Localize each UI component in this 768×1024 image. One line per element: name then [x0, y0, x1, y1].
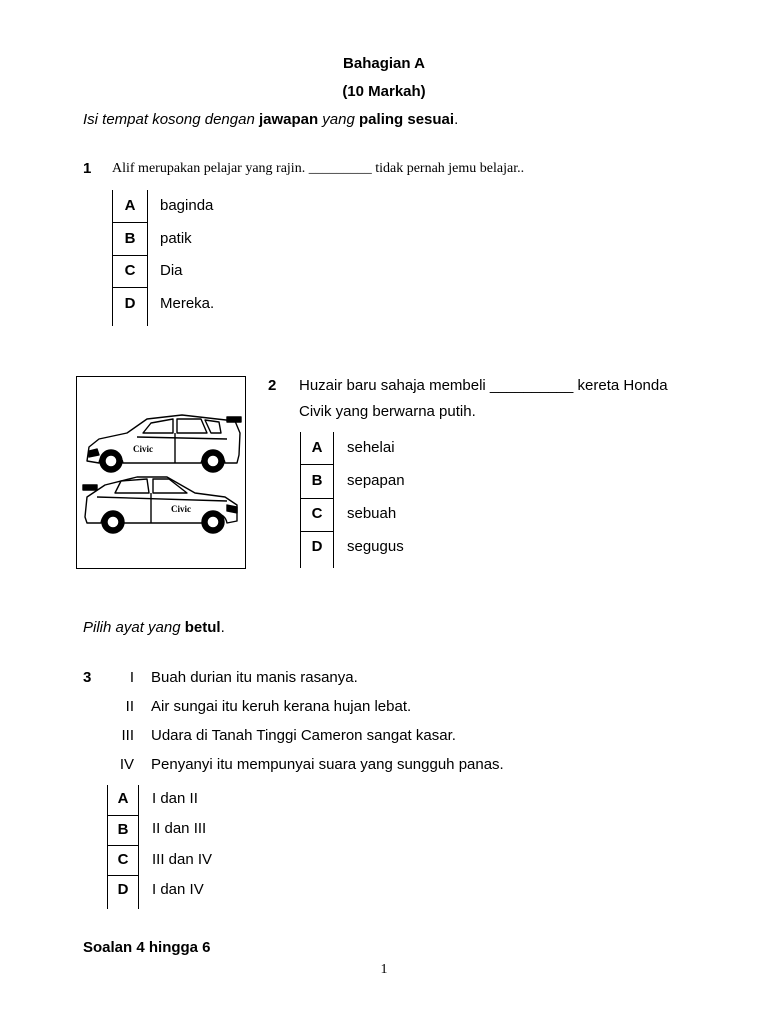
q3-option-c[interactable]: III dan IV: [152, 851, 213, 868]
q3-roman: I: [129, 669, 134, 686]
section-title: Bahagian A: [343, 55, 425, 72]
q1-option-letter: D: [124, 295, 136, 312]
instruction2-text-2: betul: [184, 619, 221, 636]
q3-number: 3: [83, 669, 92, 686]
q3-roman: IV: [119, 756, 134, 773]
q2-option-box: [300, 432, 334, 568]
q1-option-d[interactable]: Mereka.: [160, 295, 215, 312]
q3-option-letter: C: [117, 851, 129, 868]
q3-statement: Buah durian itu manis rasanya.: [151, 669, 358, 686]
instruction-text-2: jawapan: [258, 111, 319, 128]
car-top: [87, 415, 241, 472]
instruction-fill-blank: [83, 111, 458, 128]
q3-roman: II: [125, 698, 134, 715]
car-bottom: [83, 477, 237, 533]
q2-option-letter: B: [311, 472, 323, 489]
instruction-text-5: .: [454, 111, 459, 128]
q2-option-letter: A: [311, 439, 323, 456]
q1-option-box: [112, 190, 148, 326]
car-label-bottom: Civic: [171, 504, 191, 514]
q3-roman: III: [121, 727, 134, 744]
q2-text-line2: Civik yang berwarna putih.: [299, 403, 476, 420]
q3-option-letter: A: [117, 790, 129, 807]
instruction-text-1: Isi tempat kosong dengan: [83, 111, 259, 128]
q1-number: 1: [83, 160, 92, 177]
q2-number: 2: [268, 377, 277, 394]
q1-option-c[interactable]: Dia: [160, 262, 183, 279]
next-section-heading: Soalan 4 hingga 6: [83, 939, 211, 956]
q3-option-a[interactable]: I dan II: [152, 790, 198, 807]
q3-statement: Penyanyi itu mempunyai suara yang sungguh panas.: [151, 756, 504, 773]
q1-option-a[interactable]: baginda: [160, 197, 214, 214]
car-image-frame: [76, 376, 246, 569]
page-number: 1: [380, 962, 388, 977]
q2-option-d[interactable]: segugus: [347, 538, 404, 555]
q3-statement: Udara di Tanah Tinggi Cameron sangat kasar.: [151, 727, 456, 744]
q2-option-b[interactable]: sepapan: [347, 472, 405, 489]
q3-statement: Air sungai itu keruh kerana hujan lebat.: [151, 698, 412, 715]
q3-option-letter: D: [117, 881, 129, 898]
instruction2-text-1: Pilih ayat yang: [83, 619, 185, 636]
q2-option-letter: D: [311, 538, 323, 555]
instruction-choose-correct: [83, 619, 225, 636]
q3-option-letter: B: [117, 821, 129, 838]
q3-option-box: [107, 785, 139, 909]
q2-option-c[interactable]: sebuah: [347, 505, 397, 522]
q1-option-letter: B: [124, 230, 136, 247]
q2-text-line1: Huzair baru sahaja membeli __________ kereta Honda: [299, 377, 668, 394]
instruction-text-4: paling sesuai: [359, 111, 455, 128]
q1-text: Alif merupakan pelajar yang rajin. _________ tidak pernah jemu belajar..: [112, 161, 525, 176]
q1-option-letter: A: [124, 197, 136, 214]
q2-option-a[interactable]: sehelai: [347, 439, 395, 456]
instruction2-text-3: .: [220, 619, 225, 636]
marks-label: (10 Markah): [342, 83, 426, 100]
instruction-text-3: yang: [318, 111, 360, 128]
q1-option-b[interactable]: patik: [160, 230, 192, 247]
car-label-top: Civic: [133, 444, 153, 454]
q3-option-d[interactable]: I dan IV: [152, 881, 204, 898]
q1-option-letter: C: [124, 262, 136, 279]
q3-option-b[interactable]: II dan III: [152, 820, 207, 837]
q2-option-letter: C: [311, 505, 323, 522]
car-illustration: [77, 377, 244, 567]
